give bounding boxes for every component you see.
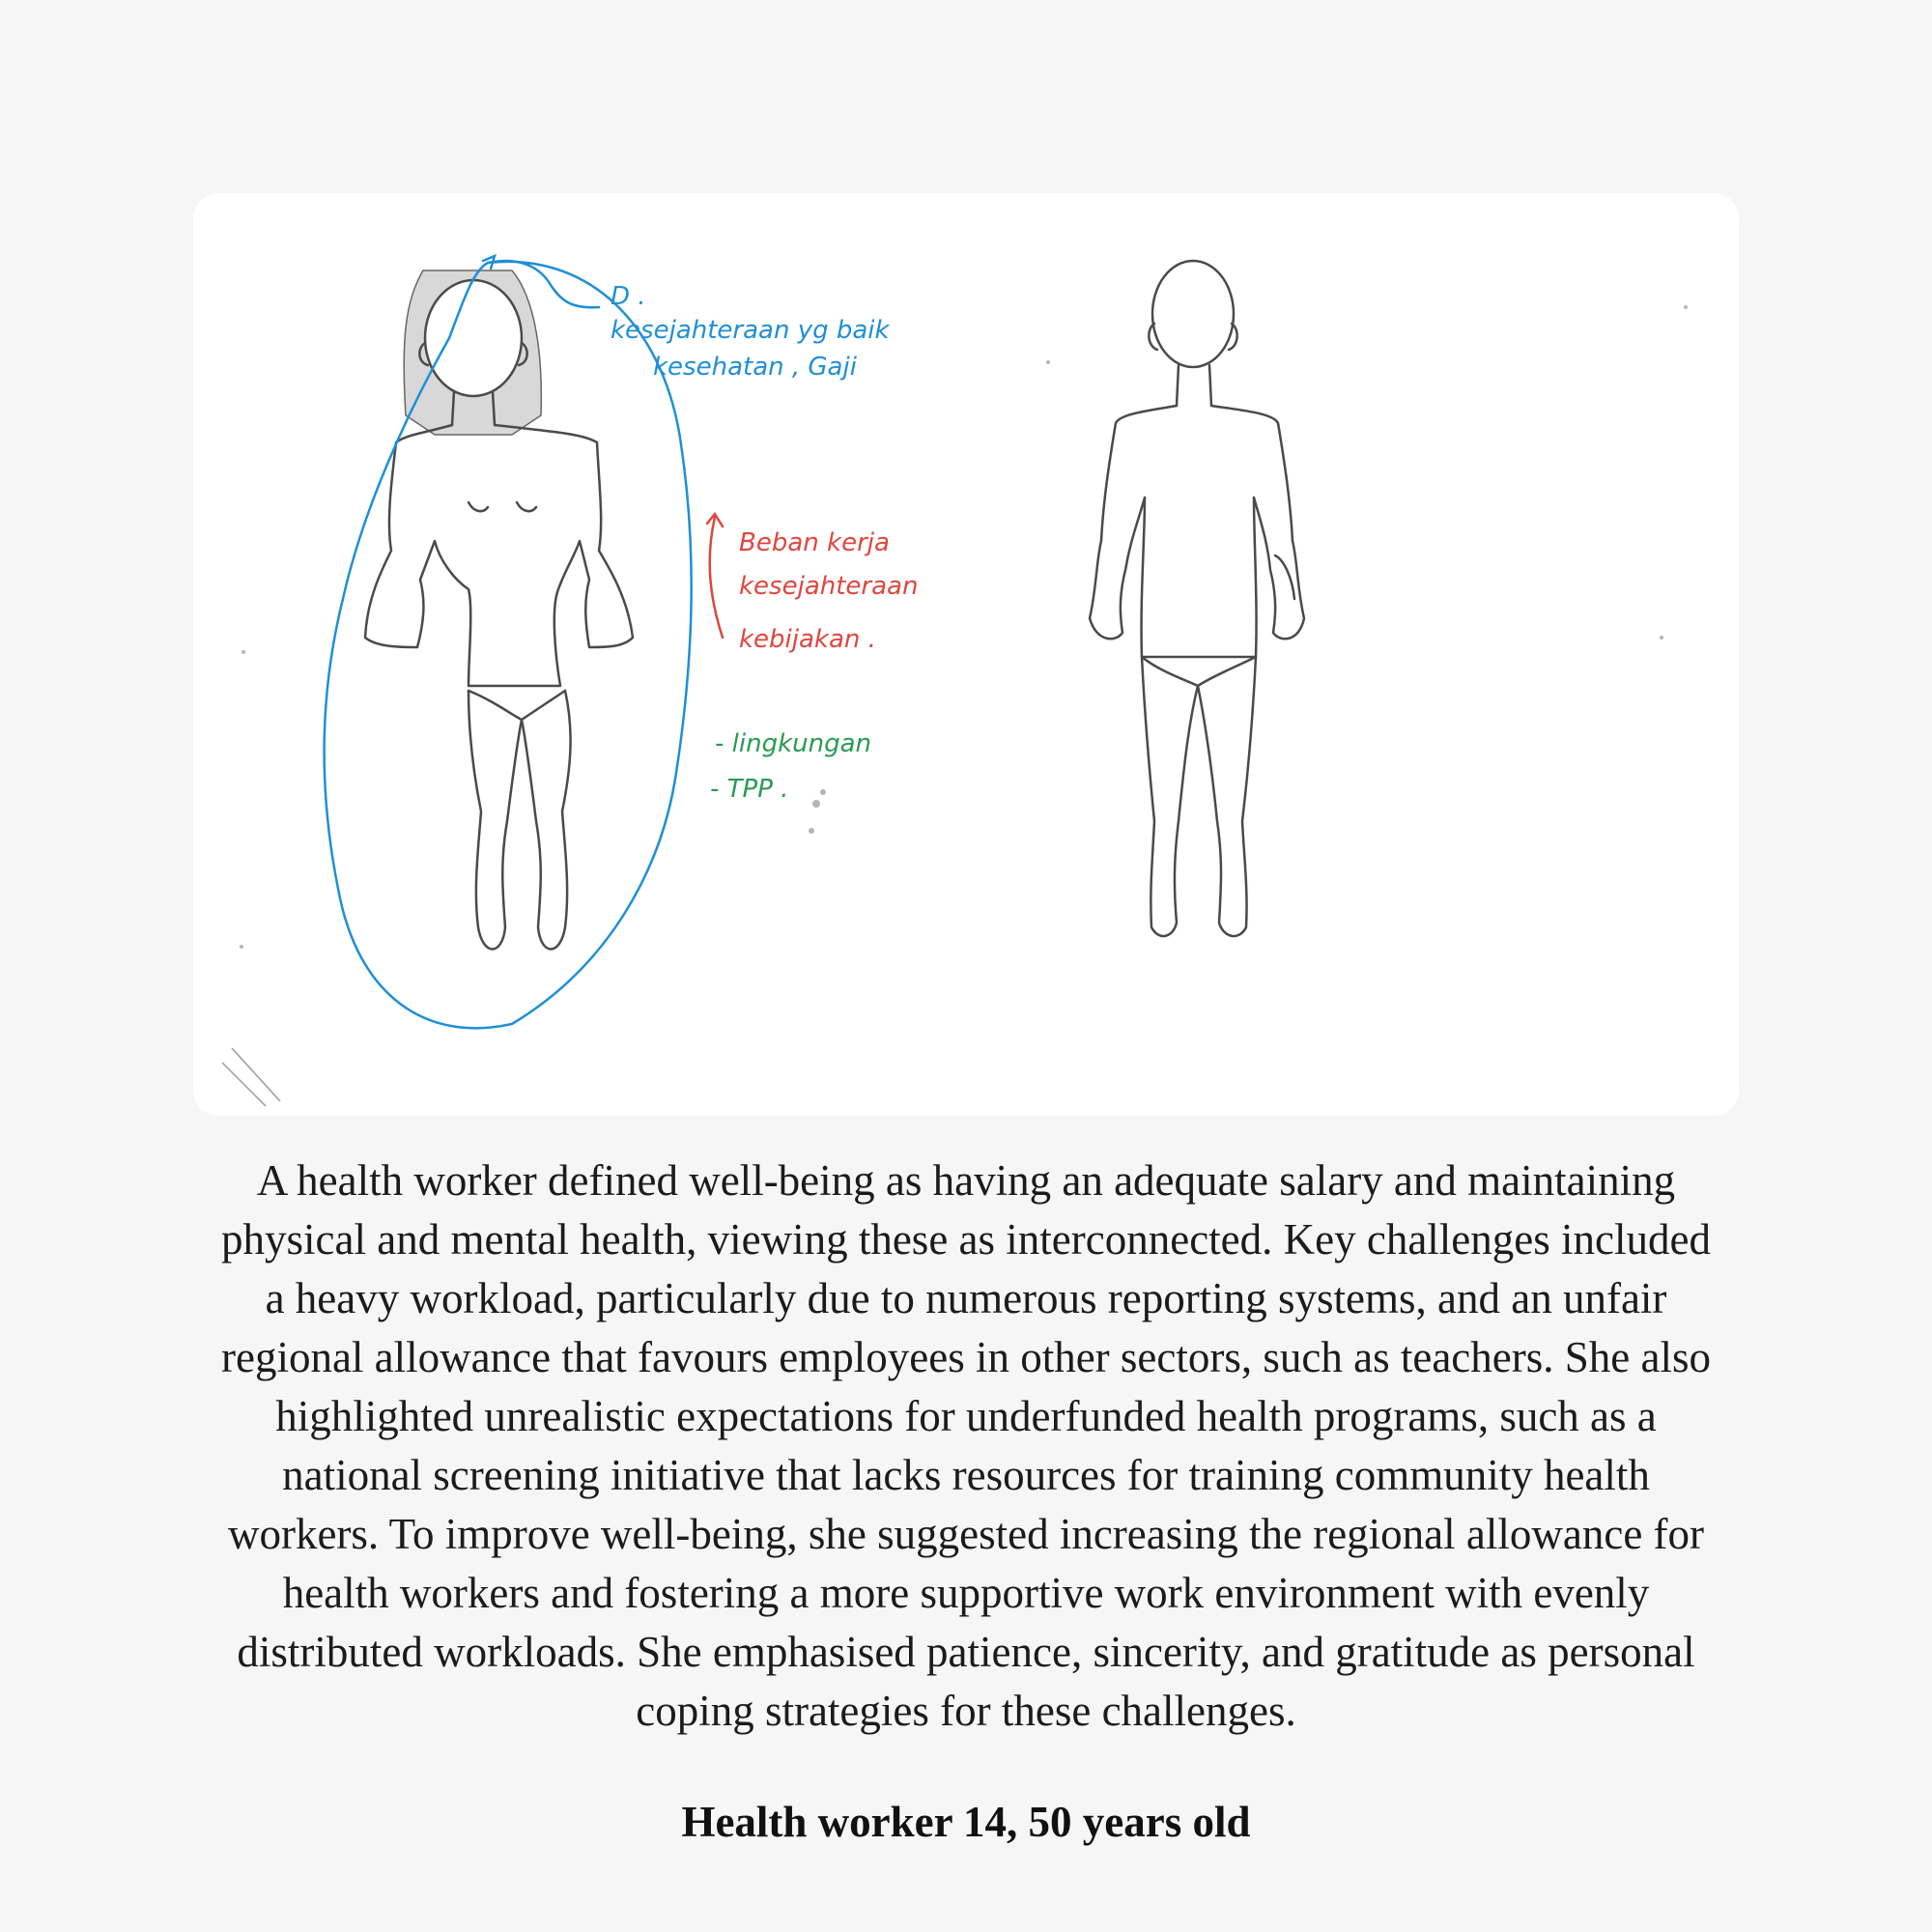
- blue-note-line-2: kesejahteraan yg baik: [611, 316, 890, 345]
- caption-line-1: A health worker defined well-being as having an adequate salary and maintaining: [256, 1156, 1676, 1205]
- green-note-line-1: - lingkungan: [715, 729, 872, 758]
- red-annotation-group: [707, 514, 723, 638]
- red-note-line-2: kesejahteraan: [739, 572, 919, 601]
- blue-note-line-1: D .: [611, 282, 646, 311]
- left-figure: [365, 270, 633, 950]
- caption-line-10: coping strategies for these challenges.: [636, 1687, 1296, 1735]
- caption-line-4: regional allowance that favours employees in other sectors, such as teachers. She also: [221, 1333, 1711, 1381]
- caption-line-6: national screening initiative that lacks resources for training community health: [282, 1451, 1650, 1499]
- right-head: [1152, 261, 1234, 367]
- corner-marks: [222, 1048, 280, 1106]
- red-note-line-1: Beban kerja: [739, 528, 890, 557]
- caption-line-8: health workers and fostering a more supportive work environment with evenly: [282, 1569, 1650, 1617]
- red-note-line-3: kebijakan .: [739, 625, 876, 654]
- green-notes: [710, 729, 871, 804]
- attribution: Health worker 14, 50 years old: [681, 1798, 1251, 1846]
- right-figure: [1090, 261, 1304, 936]
- body-map-drawing: [193, 193, 1739, 1116]
- right-torso: [1090, 406, 1304, 657]
- left-torso: [365, 425, 633, 686]
- right-legs: [1142, 657, 1256, 936]
- blue-notes: [611, 282, 891, 382]
- caption-line-2: physical and mental health, viewing these as interconnected. Key challenges included: [221, 1215, 1711, 1264]
- drawing-card: [193, 193, 1739, 1116]
- left-head: [425, 280, 522, 396]
- blue-note-line-3: kesehatan , Gaji: [653, 353, 857, 382]
- green-note-line-2: - TPP .: [710, 775, 789, 804]
- caption-line-5: highlighted unrealistic expectations for underfunded health programs, such as a: [275, 1392, 1657, 1440]
- red-notes: [739, 528, 918, 654]
- caption-line-9: distributed workloads. She emphasised patience, sincerity, and gratitude as personal: [237, 1628, 1695, 1676]
- caption: [193, 1151, 1739, 1741]
- caption-line-7: workers. To improve well-being, she suggested increasing the regional allowance for: [227, 1510, 1705, 1558]
- left-legs: [469, 691, 571, 950]
- caption-line-3: a heavy workload, particularly due to numerous reporting systems, and an unfair: [265, 1274, 1667, 1322]
